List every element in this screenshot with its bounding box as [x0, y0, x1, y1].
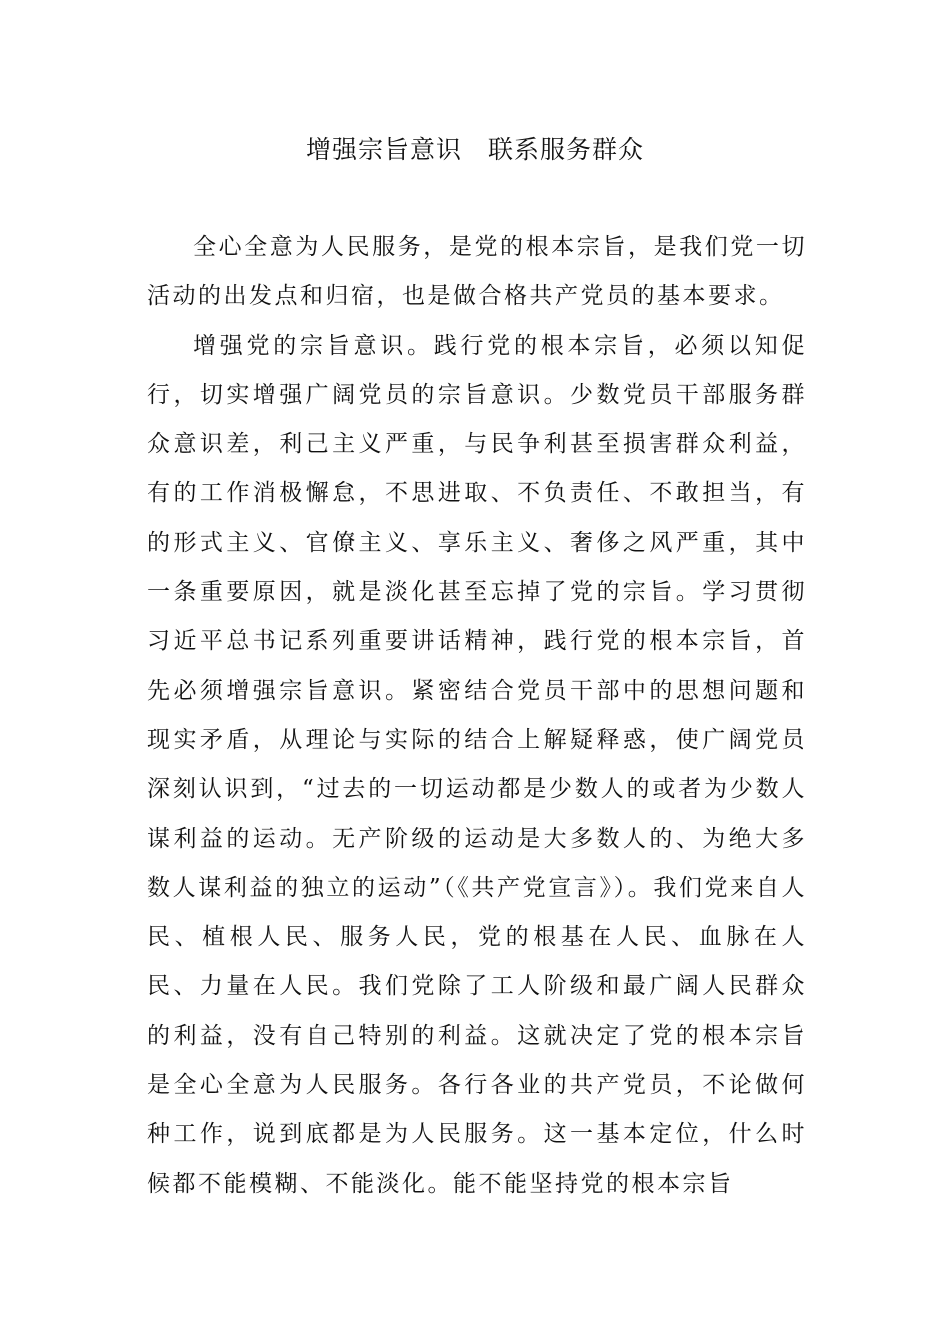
body-paragraph: 全心全意为人民服务，是党的根本宗旨，是我们党一切活动的出发点和归宿，也是做合格共产党员的基本要求。: [147, 234, 807, 310]
document-body: [147, 223, 807, 1209]
document-title: 增强宗旨意识 联系服务群众: [305, 135, 644, 164]
body-paragraph: 增强党的宗旨意识。践行党的根本宗旨，必须以知促行，切实增强广阔党员的宗旨意识。少数党员干部服务群众意识差，利己主义严重，与民争利甚至损害群众利益，有的工作消极懈怠，不思进取、不负责任、不敢担当，有的形式主义、官僚主义、享乐主义、奢侈之风严重，其中一条重要原因，就是淡化甚至忘掉了党的宗旨。学习贯彻习近平总书记系列重要讲话精神，践行党的根本宗旨，首先必须增强宗旨意识。紧密结合党员干部中的思想问题和现实矛盾，从理论与实际的结合上解疑释惑，使广阔党员深刻认识到，“过去的一切运动都是少数人的或者为少数人谋利益的运动。无产阶级的运动是大多数人的、为绝大多数人谋利益的独立的运动”（《共产党宣言》）。我们党来自人民、植根人民、服务人民，党的根基在人民、血脉在人民、力量在人民。我们党除了工人阶级和最广阔人民群众的利益，没有自己特别的利益。这就决定了党的根本宗旨是全心全意为人民服务。各行各业的共产党员，不论做何种工作，说到底都是为人民服务。这一基本定位，什么时候都不能模糊、不能淡化。能不能坚持党的根本宗旨: [147, 332, 807, 1197]
